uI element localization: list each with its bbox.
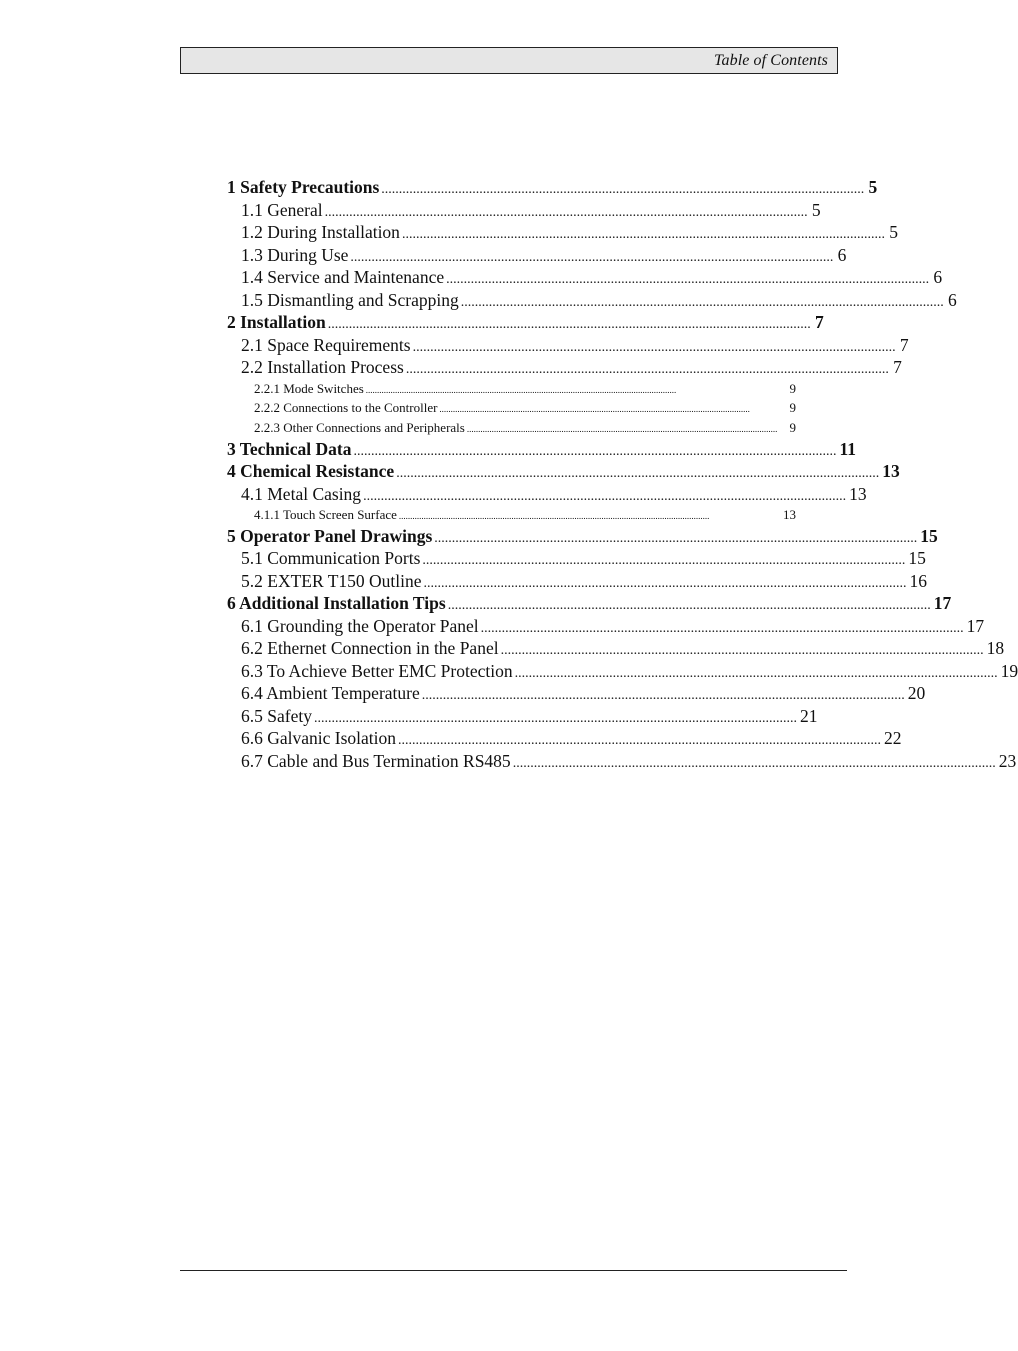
- toc-entry[interactable]: [227, 398, 796, 418]
- toc-entry-label: 2.2.3 Other Connections and Peripherals: [254, 419, 465, 435]
- toc-entry-page: 5: [889, 222, 898, 242]
- toc-entry-label: 1.3 During Use: [241, 244, 349, 265]
- toc-entry-label: 1.1 General: [241, 199, 323, 220]
- toc-entry-page: 17: [966, 615, 985, 636]
- toc-entry[interactable]: [227, 750, 1017, 773]
- toc-entry-page: 16: [909, 570, 927, 591]
- toc-entry-label: 4.1 Metal Casing: [241, 483, 362, 504]
- toc-dot-leader: ..........................................................................................................................................: [423, 575, 907, 591]
- toc-entry-label: 1.5 Dismantling and Scrapping: [241, 289, 459, 310]
- toc-dot-leader: ..........................................................................................................................................: [466, 423, 778, 434]
- toc-entry-label: 2 Installation: [227, 312, 326, 332]
- toc-entry-label: 3 Technical Data: [227, 438, 352, 459]
- toc-entry-label: 2.2.2 Connections to the Controller: [254, 400, 438, 416]
- toc-entry[interactable]: [227, 266, 943, 289]
- toc-entry[interactable]: [227, 460, 900, 483]
- toc-entry-label: 2.1 Space Requirements: [241, 334, 411, 355]
- toc-entry-label: 2.2 Installation Process: [241, 357, 404, 377]
- toc-entry-label: 6.5 Safety: [241, 705, 312, 726]
- toc-entry[interactable]: [227, 660, 1018, 683]
- toc-entry[interactable]: [227, 682, 926, 705]
- toc-entry-label: 1.4 Service and Maintenance: [241, 267, 445, 287]
- toc-entry-label: 1 Safety Precautions: [227, 177, 380, 197]
- toc-entry-page: 15: [908, 548, 926, 569]
- toc-entry[interactable]: [227, 727, 902, 750]
- toc-entry-label: 4 Chemical Resistance: [227, 461, 395, 482]
- page-header: [180, 47, 838, 74]
- toc-dot-leader: ..........................................................................................................................................: [313, 710, 797, 726]
- header-title: Table of Contents: [713, 52, 828, 69]
- toc-entry-label: 6 Additional Installation Tips: [227, 593, 446, 614]
- toc-entry-page: 21: [799, 705, 818, 726]
- toc-dot-leader: ..........................................................................................................................................: [363, 488, 847, 504]
- toc-entry-label: 6.6 Galvanic Isolation: [241, 728, 397, 749]
- toc-entry-page: 5: [811, 199, 821, 220]
- toc-entry-page: 7: [899, 334, 909, 355]
- toc-entry-page: 22: [884, 728, 902, 749]
- toc-entry-page: 9: [789, 419, 796, 435]
- toc-entry-page: 15: [920, 525, 938, 546]
- toc-dot-leader: ..........................................................................................................................................: [398, 511, 710, 522]
- toc-entry[interactable]: [227, 570, 927, 593]
- toc-entry-label: 6.7 Cable and Bus Termination RS485: [241, 750, 511, 771]
- toc-entry[interactable]: [227, 221, 898, 244]
- toc-dot-leader: ..........................................................................................................................................: [396, 466, 880, 482]
- toc-entry-page: 17: [933, 593, 952, 614]
- toc-entry[interactable]: [227, 547, 926, 570]
- toc-entry[interactable]: [227, 199, 821, 222]
- toc-entry[interactable]: [227, 311, 824, 334]
- footer-rule: [180, 1270, 847, 1271]
- toc-dot-leader: ..........................................................................................................................................: [398, 733, 882, 749]
- toc-entry-label: 5.2 EXTER T150 Outline: [241, 570, 422, 591]
- toc-entry[interactable]: [227, 615, 985, 638]
- toc-entry-page: 7: [893, 357, 902, 377]
- toc-entry-page: 13: [882, 461, 900, 482]
- toc-entry[interactable]: [227, 418, 796, 438]
- toc-dot-leader: ..........................................................................................................................................: [434, 530, 918, 546]
- toc-entry-page: 6: [837, 244, 847, 265]
- toc-entry-label: 6.4 Ambient Temperature: [241, 683, 420, 704]
- toc-entry-page: 6: [948, 289, 957, 310]
- toc-dot-leader: ..........................................................................................................................................: [327, 317, 811, 332]
- toc-dot-leader: ..........................................................................................................................................: [439, 404, 750, 415]
- toc-entry[interactable]: [227, 289, 957, 312]
- toc-dot-leader: ..........................................................................................................................................: [401, 227, 885, 242]
- toc-dot-leader: ..........................................................................................................................................: [381, 182, 865, 197]
- toc-dot-leader: ..........................................................................................................................................: [353, 443, 837, 459]
- toc-entry-label: 6.1 Grounding the Operator Panel: [241, 615, 479, 636]
- toc-entry[interactable]: [227, 334, 909, 357]
- toc-entry[interactable]: [227, 525, 938, 548]
- toc-entry[interactable]: [227, 356, 902, 379]
- toc-entry-label: 6.3 To Achieve Better EMC Protection: [241, 660, 513, 681]
- toc-entry-label: 6.2 Ethernet Connection in the Panel: [241, 638, 499, 659]
- toc-dot-leader: ..........................................................................................................................................: [512, 755, 996, 771]
- toc-entry-label: 5 Operator Panel Drawings: [227, 525, 433, 546]
- toc-entry-page: 20: [907, 683, 926, 704]
- toc-entry-page: 6: [933, 267, 943, 287]
- toc-entry-page: 18: [986, 638, 1005, 659]
- toc-entry[interactable]: [227, 705, 818, 728]
- toc-dot-leader: ..........................................................................................................................................: [460, 294, 944, 310]
- toc-dot-leader: ..........................................................................................................................................: [324, 204, 808, 220]
- toc-entry-page: 23: [998, 750, 1017, 771]
- toc-entry-label: 4.1.1 Touch Screen Surface: [254, 507, 397, 523]
- toc-dot-leader: ..........................................................................................................................................: [412, 339, 896, 355]
- toc-dot-leader: ..........................................................................................................................................: [365, 384, 677, 395]
- toc-entry[interactable]: [227, 483, 867, 506]
- toc-entry[interactable]: [227, 438, 857, 461]
- toc-entry[interactable]: [227, 505, 796, 525]
- toc-entry[interactable]: [227, 637, 1005, 660]
- toc-entry-page: 7: [814, 312, 824, 332]
- toc-entry-page: 19: [1000, 660, 1018, 681]
- toc-dot-leader: ..........................................................................................................................................: [421, 688, 905, 704]
- toc-entry-label: 5.1 Communication Ports: [241, 548, 421, 569]
- toc-dot-leader: ..........................................................................................................................................: [350, 249, 834, 265]
- table-of-contents: [227, 176, 1018, 772]
- toc-dot-leader: ..........................................................................................................................................: [447, 598, 931, 614]
- toc-dot-leader: ..........................................................................................................................................: [500, 643, 984, 659]
- toc-entry[interactable]: [227, 592, 952, 615]
- toc-entry[interactable]: [227, 379, 796, 399]
- toc-entry-page: 11: [839, 438, 857, 459]
- toc-entry-page: 9: [789, 380, 796, 396]
- toc-entry-page: 5: [868, 177, 878, 197]
- toc-entry-page: 9: [789, 400, 796, 416]
- toc-entry-page: 13: [783, 507, 796, 523]
- toc-dot-leader: ..........................................................................................................................................: [480, 620, 964, 636]
- toc-entry[interactable]: [227, 244, 847, 267]
- toc-entry[interactable]: [227, 176, 878, 199]
- toc-entry-page: 13: [849, 483, 867, 504]
- toc-dot-leader: ..........................................................................................................................................: [446, 272, 930, 287]
- toc-dot-leader: ..........................................................................................................................................: [514, 665, 998, 681]
- toc-entry-label: 1.2 During Installation: [241, 222, 400, 242]
- toc-entry-label: 2.2.1 Mode Switches: [254, 380, 364, 396]
- toc-dot-leader: ..........................................................................................................................................: [422, 553, 906, 569]
- toc-dot-leader: ..........................................................................................................................................: [405, 362, 889, 377]
